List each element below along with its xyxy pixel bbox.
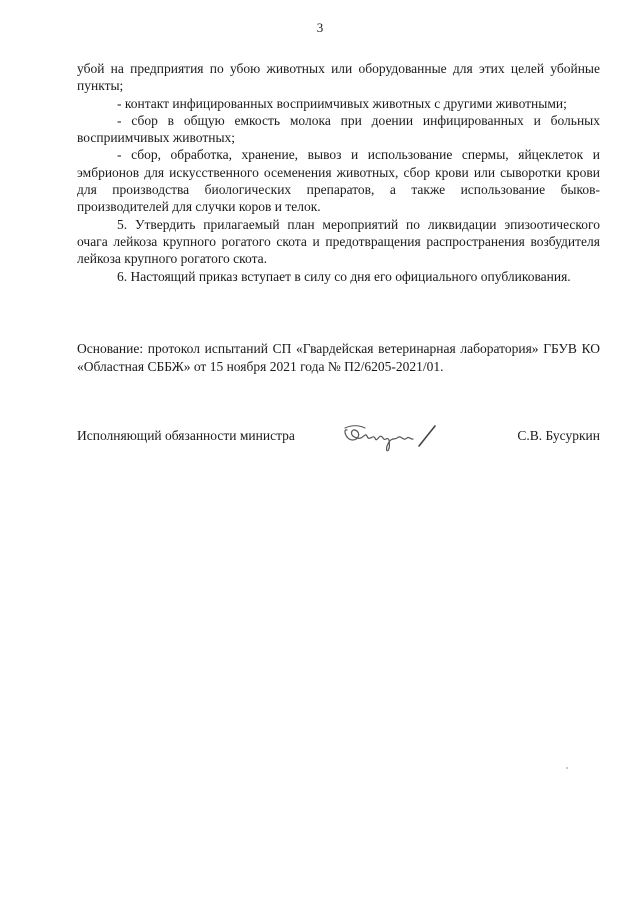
signature-block xyxy=(77,418,600,458)
page-number: 3 xyxy=(316,20,324,35)
signatory-title: Исполняющий обязанности министра xyxy=(77,428,295,443)
signatory-name: С.В. Бусуркин xyxy=(517,428,600,443)
basis-section xyxy=(77,340,600,375)
scan-speck xyxy=(566,767,568,769)
order-text xyxy=(77,60,600,285)
handwritten-signature xyxy=(339,418,449,458)
paragraph-sperm: - сбор, обработка, хранение, вывоз и использование спермы, яйцеклеток и эмбрионов для искусственного осеменения животных, сбор крови или сыворотки крови для производства биологических препаратов, а также использование быков-производителей для случки коров и телок. xyxy=(77,147,600,215)
paragraph-contact: - контакт инфицированных восприимчивых животных с другими животными; xyxy=(117,95,567,111)
paragraph-item-6: 6. Настоящий приказ вступает в силу со дня его официального опубликования. xyxy=(117,268,571,284)
paragraph-item-5: 5. Утвердить прилагаемый план мероприятий по ликвидации эпизоотического очага лейкоза крупного рогатого скота и предотвращения распространения возбудителя лейкоза крупного рогатого скота. xyxy=(77,216,600,267)
basis-text: Основание: протокол испытаний СП «Гвардейская ветеринарная лаборатория» ГБУВ КО «Областная СББЖ» от 15 ноября 2021 года № П2/6205-2021/01. xyxy=(77,341,600,374)
paragraph-milk: - сбор в общую емкость молока при доении инфицированных и больных восприимчивых животных; xyxy=(77,112,600,146)
paragraph-slaughter: убой на предприятия по убою животных или оборудованные для этих целей убойные пункты; xyxy=(77,61,600,94)
